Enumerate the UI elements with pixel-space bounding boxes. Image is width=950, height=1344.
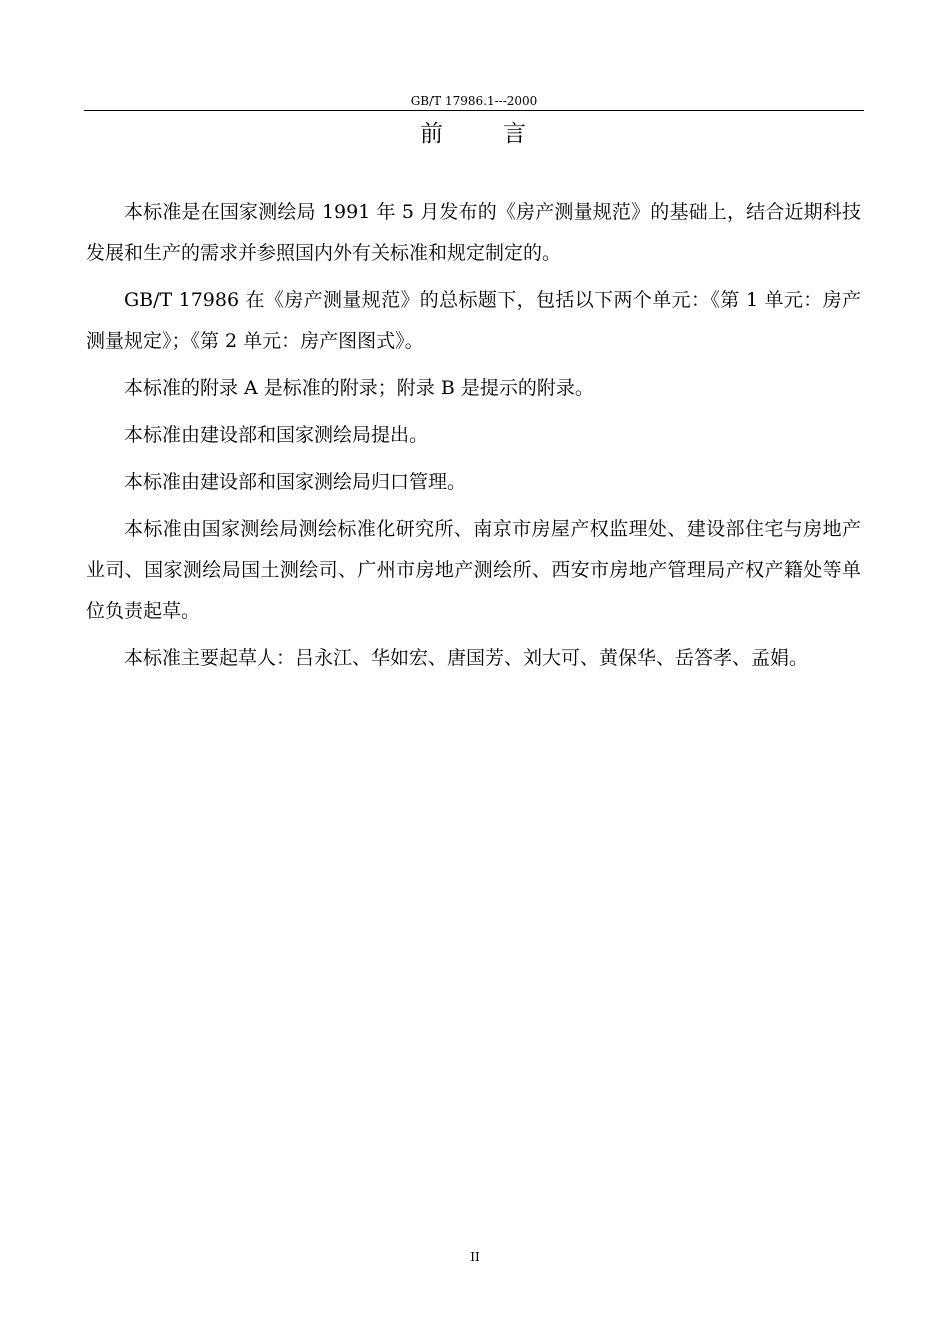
page-title	[84, 118, 864, 150]
title-char-1: 前	[420, 121, 445, 147]
title-char-2: 言	[503, 121, 528, 147]
paragraph-drafters: 本标准主要起草人：吕永江、华如宏、唐国芳、刘大可、黄保华、岳答孝、孟娟。	[124, 647, 809, 669]
paragraph-managed-by: 本标准由建设部和国家测绘局归口管理。	[124, 471, 467, 493]
paragraph-proposed-by: 本标准由建设部和国家测绘局提出。	[124, 424, 429, 446]
paragraph-basis: 本标准是在国家测绘局 1991 年 5 月发布的《房产测量规范》的基础上，结合近期科技发展和生产的需求并参照国内外有关标准和规定制定的。	[86, 201, 861, 264]
header-rule	[84, 110, 864, 111]
document-header-code: GB/T 17986.1---2000	[410, 94, 538, 108]
paragraph-drafting-units: 本标准由国家测绘局测绘标准化研究所、南京市房屋产权监理处、建设部住宅与房地产业司、国家测绘局国土测绘司、广州市房地产测绘所、西安市房地产管理局产权产籍处等单位负责起草。	[86, 518, 861, 622]
paragraph-units: GB/T 17986 在《房产测量规范》的总标题下，包括以下两个单元：《第 1 单元：房产测量规定》；《第 2 单元：房产图图式》。	[86, 289, 861, 352]
paragraph-appendix: 本标准的附录 A 是标准的附录；附录 B 是提示的附录。	[124, 377, 594, 399]
page-number: II	[470, 1250, 480, 1264]
foreword-body	[86, 192, 861, 685]
